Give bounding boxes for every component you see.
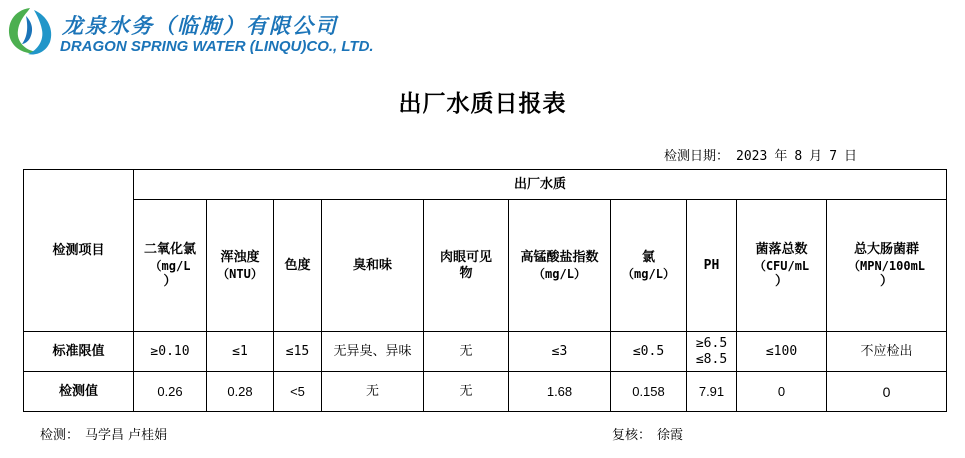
water-quality-table <box>23 169 947 412</box>
inspector-names: 马学昌 卢桂娟 <box>85 428 168 443</box>
col-header-visible-matter: 肉眼可见 物 <box>424 200 509 332</box>
limit-cell: 无异臭、异味 <box>322 332 424 372</box>
limit-cell: ≤1 <box>207 332 274 372</box>
date-day: 7 <box>829 149 838 164</box>
reviewer-name: 徐霞 <box>657 428 684 443</box>
inspector-signature <box>40 424 167 443</box>
date-year: 2023 <box>736 149 768 164</box>
group-header: 出厂水质 <box>134 170 947 200</box>
date-month: 8 <box>794 149 803 164</box>
col-header-odor-taste: 臭和味 <box>322 200 424 332</box>
date-year-unit: 年 <box>774 149 788 164</box>
col-header-chlorine-dioxide: 二氧化氯 （mg/L ） <box>134 200 207 332</box>
item-header: 检测项目 <box>24 170 134 332</box>
limit-label: 标准限值 <box>24 332 134 372</box>
result-label: 检测值 <box>24 372 134 412</box>
limit-row <box>24 332 947 372</box>
result-cell: <5 <box>274 372 322 412</box>
col-header-ph: PH <box>687 200 737 332</box>
limit-cell: 无 <box>424 332 509 372</box>
col-header-turbidity: 浑浊度 （NTU） <box>207 200 274 332</box>
limit-cell: ≤0.5 <box>611 332 687 372</box>
limit-cell: ≥0.10 <box>134 332 207 372</box>
limit-cell-ph: ≥6.5 ≤8.5 <box>687 332 737 372</box>
table-group-header-row <box>24 170 947 200</box>
result-cell: 7.91 <box>687 372 737 412</box>
reviewer-label: 复核： <box>612 428 652 443</box>
result-cell: 0 <box>737 372 827 412</box>
col-header-permanganate-index: 高锰酸盐指数 （mg/L） <box>509 200 611 332</box>
column-header-row <box>24 200 947 332</box>
result-cell: 无 <box>322 372 424 412</box>
company-logo-icon <box>4 4 56 58</box>
col-header-total-coliform: 总大肠菌群 （MPN/100mL ） <box>827 200 947 332</box>
result-cell: 0 <box>827 372 947 412</box>
result-cell: 0.26 <box>134 372 207 412</box>
report-title: 出厂水质日报表 <box>398 90 567 117</box>
result-cell: 1.68 <box>509 372 611 412</box>
limit-cell: 不应检出 <box>827 332 947 372</box>
result-row <box>24 372 947 412</box>
limit-cell: ≤3 <box>509 332 611 372</box>
date-day-unit: 日 <box>844 149 858 164</box>
inspection-date <box>664 145 857 164</box>
col-header-chlorine: 氯 （mg/L） <box>611 200 687 332</box>
reviewer-signature <box>612 424 683 443</box>
result-cell: 0.158 <box>611 372 687 412</box>
col-header-colony-count: 菌落总数 （CFU/mL ） <box>737 200 827 332</box>
date-month-unit: 月 <box>809 149 823 164</box>
date-label: 检测日期： <box>664 149 730 164</box>
col-header-color: 色度 <box>274 200 322 332</box>
result-cell: 0.28 <box>207 372 274 412</box>
result-cell: 无 <box>424 372 509 412</box>
company-name-en: DRAGON SPRING WATER (LINQU)CO., LTD. <box>60 38 374 55</box>
company-name-cn: 龙泉水务（临朐）有限公司 <box>62 13 338 38</box>
limit-cell: ≤100 <box>737 332 827 372</box>
inspector-label: 检测： <box>40 428 80 443</box>
limit-cell: ≤15 <box>274 332 322 372</box>
